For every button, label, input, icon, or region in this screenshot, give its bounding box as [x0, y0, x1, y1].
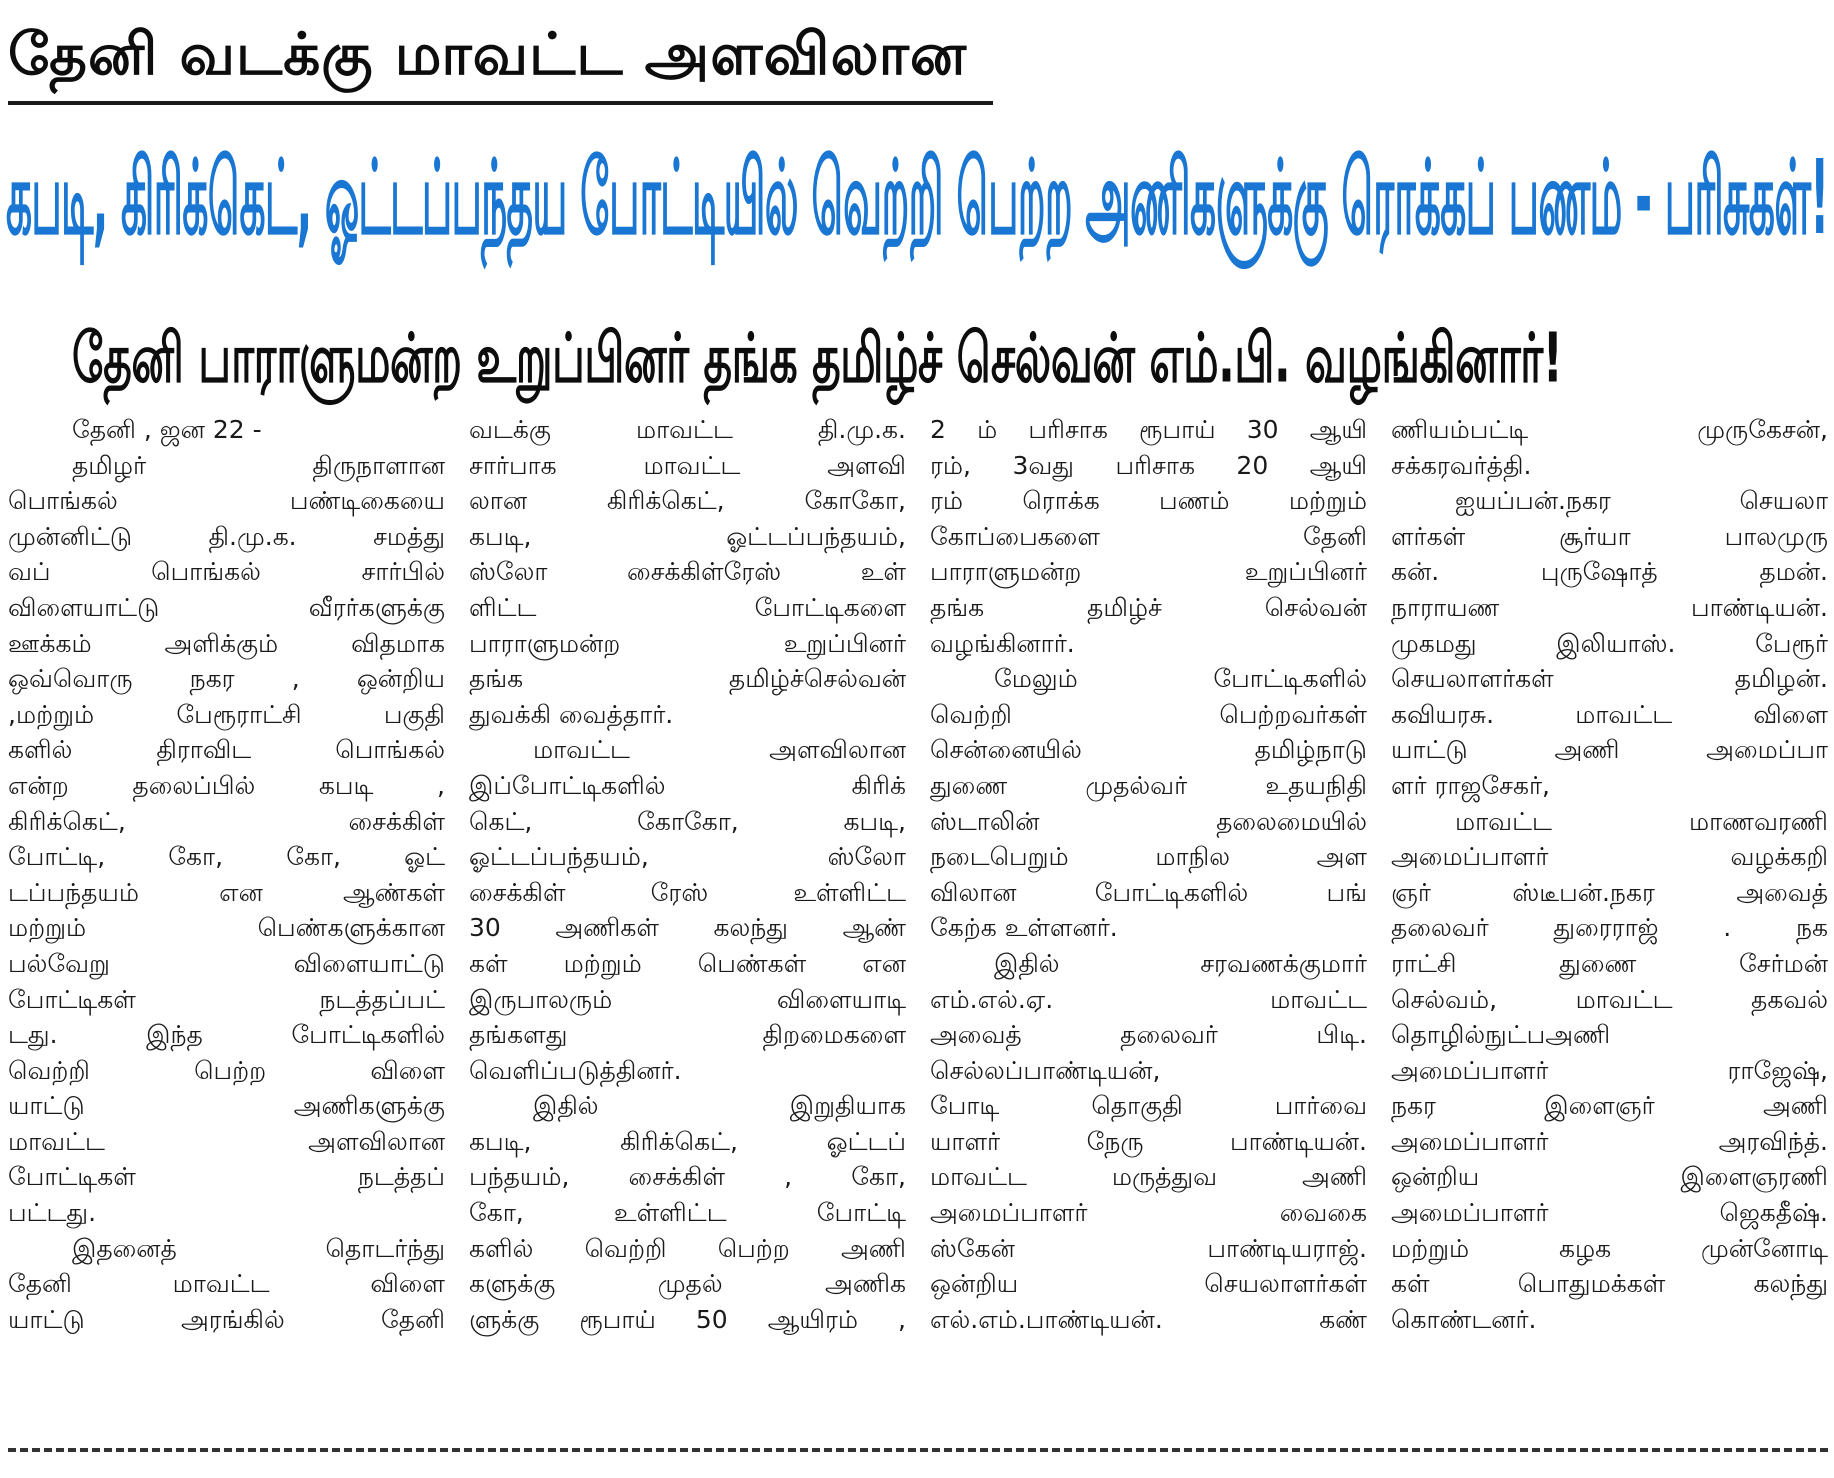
text-line: களில் வெற்றி பெற்ற அணி — [469, 1233, 906, 1263]
text-line: துணை முதல்வர் உதயநிதி — [930, 770, 1367, 800]
text-line: ரம் ரொக்க பணம் மற்றும் — [930, 486, 1367, 516]
text-line: தலைவர் துரைராஜ் . நக — [1391, 913, 1828, 943]
text-line: பாராளுமன்ற உறுப்பினர் — [469, 628, 906, 658]
text-line: நாராயண பாண்டியன். — [1391, 592, 1828, 622]
text-line: வடக்கு மாவட்ட தி.மு.க. — [469, 415, 906, 444]
text-line: செல்லப்பாண்டியன், — [930, 1055, 1161, 1085]
text-line: தங்க தமிழ்ச் செல்வன் — [930, 592, 1367, 622]
text-column-4 — [1391, 412, 1828, 1428]
text-line: எம்.எல்.ஏ. மாவட்ட — [930, 984, 1367, 1014]
text-line: சென்னையில் தமிழ்நாடு — [930, 735, 1367, 765]
text-column-2 — [469, 412, 906, 1428]
text-line: தமிழர் திருநாளான — [72, 450, 445, 480]
text-line: இதில் சரவணக்குமார் — [994, 948, 1367, 978]
text-line: முன்னிட்டு தி.மு.க. சமத்து — [8, 521, 445, 551]
text-line: ணியம்பட்டி முருகேசன், — [1391, 415, 1828, 444]
text-line: பாராளுமன்ற உறுப்பினர் — [930, 557, 1367, 587]
article-headline: கபடி, கிரிக்கெட், ஓட்டப்பந்தய போட்டியில் வெற்றி பெற்ற அணிகளுக்கு ரொக்கப் பணம் - பரிசுகள்! — [6, 138, 1828, 258]
text-line: ளிட்ட போட்டிகளை — [469, 592, 906, 622]
text-line: கபடி, கிரிக்கெட், ஓட்டப் — [469, 1126, 906, 1156]
text-line: ஸ்கேன் பாண்டியராஜ். — [930, 1233, 1367, 1263]
text-line: நடைபெறும் மாநில அள — [930, 842, 1367, 872]
text-line: ளர் ராஜசேகர், — [1391, 770, 1550, 800]
article-kicker: தேனி வடக்கு மாவட்ட அளவிலான — [8, 20, 968, 88]
text-line: மாவட்ட மருத்துவ அணி — [930, 1162, 1367, 1192]
text-line: பந்தயம், சைக்கிள் , கோ, — [469, 1162, 906, 1192]
text-line: நகர இளைஞர் அணி — [1391, 1091, 1828, 1121]
text-line: என்ற தலைப்பில் கபடி , — [8, 770, 445, 800]
text-line: போட்டி, கோ, கோ, ஓட் — [8, 842, 445, 872]
text-line: யாட்டு அணி அமைப்பா — [1391, 735, 1828, 765]
text-line: டது. இந்த போட்டிகளில் — [8, 1020, 445, 1050]
text-line: அவைத் தலைவர் பிடி. — [930, 1020, 1367, 1050]
text-line: போட்டிகள் நடத்தப்பட் — [8, 984, 445, 1014]
text-line: ஐயப்பன்.நகர செயலா — [1455, 486, 1828, 516]
text-line: கோப்பைகளை தேனி — [930, 521, 1367, 551]
text-line: ஓட்டப்பந்தயம், ஸ்லோ — [469, 842, 906, 872]
text-line: கள் மற்றும் பெண்கள் என — [469, 948, 906, 978]
text-line: மற்றும் பெண்களுக்கான — [8, 913, 445, 943]
article-body — [8, 412, 1828, 1428]
text-line: மாவட்ட அளவிலான — [533, 735, 906, 765]
text-line: டப்பந்தயம் என ஆண்கள் — [8, 877, 445, 907]
text-line: பல்வேறு விளையாட்டு — [8, 948, 445, 978]
bottom-dashed-rule — [8, 1448, 1828, 1452]
text-line: முகமது இலியாஸ். பேரூர் — [1391, 628, 1828, 658]
text-line: 30 அணிகள் கலந்து ஆண் — [469, 913, 906, 943]
text-line: அமைப்பாளர் ஜெகதீஷ். — [1391, 1198, 1828, 1228]
text-line: விளையாட்டு வீரர்களுக்கு — [8, 592, 445, 622]
text-line: ஊக்கம் அளிக்கும் விதமாக — [8, 628, 445, 658]
text-line: சக்கரவர்த்தி. — [1391, 450, 1532, 480]
text-line: களில் திராவிட பொங்கல் — [8, 735, 445, 765]
text-line: கிரிக்கெட், சைக்கிள் — [8, 806, 445, 836]
text-line: யாளர் நேரு பாண்டியன். — [930, 1126, 1367, 1156]
text-line: கொண்டனர். — [1391, 1304, 1537, 1334]
text-line: ஸ்லோ சைக்கிள்ரேஸ் உள் — [469, 557, 906, 587]
text-line: கபடி, ஓட்டப்பந்தயம், — [469, 521, 906, 551]
text-line: கோ, உள்ளிட்ட போட்டி — [469, 1198, 906, 1228]
text-line: போட்டிகள் நடத்தப் — [8, 1162, 445, 1192]
text-line: எல்.எம்.பாண்டியன். கண் — [930, 1304, 1367, 1334]
text-line: கன். புருஷோத் தமன். — [1391, 557, 1828, 587]
text-line: வெளிப்படுத்தினர். — [469, 1055, 682, 1085]
text-line: வப் பொங்கல் சார்பில் — [8, 557, 445, 587]
text-line: சைக்கிள் ரேஸ் உள்ளிட்ட — [469, 877, 906, 907]
text-line: 2 ம் பரிசாக ரூபாய் 30 ஆயி — [930, 415, 1367, 444]
text-line: தேனி , ஜன 22 - — [72, 415, 262, 444]
text-line: மாவட்ட அளவிலான — [8, 1126, 445, 1156]
text-line: இதில் இறுதியாக — [533, 1091, 906, 1121]
text-line: கள் பொதுமக்கள் கலந்து — [1391, 1269, 1828, 1299]
text-line: தங்களது திறமைகளை — [469, 1020, 906, 1050]
text-line: யாட்டு அரங்கில் தேனி — [8, 1304, 445, 1334]
text-column-3 — [930, 412, 1367, 1428]
text-column-1 — [8, 412, 445, 1428]
text-line: போடி தொகுதி பார்வை — [930, 1091, 1367, 1121]
text-line: அமைப்பாளர் வழக்கறி — [1391, 842, 1828, 872]
text-line: பொங்கல் பண்டிகையை — [8, 486, 445, 516]
article-subheadline: தேனி பாராளுமன்ற உறுப்பினர் தங்க தமிழ்ச் செல்வன் எம்.பி. வழங்கினார்! — [72, 319, 1563, 399]
text-line: வெற்றி பெற்றவர்கள் — [930, 699, 1367, 729]
text-line: ஒன்றிய செயலாளர்கள் — [930, 1269, 1367, 1299]
text-line: ராட்சி துணை சேர்மன் — [1391, 948, 1828, 978]
text-line: அமைப்பாளர் ராஜேஷ், — [1391, 1055, 1828, 1085]
text-line: விலான போட்டிகளில் பங் — [930, 877, 1367, 907]
text-line: இருபாலரும் விளையாடி — [469, 984, 906, 1014]
text-line: தங்க தமிழ்ச்செல்வன் — [469, 664, 906, 694]
text-line: ளுக்கு ரூபாய் 50 ஆயிரம் , — [469, 1304, 906, 1334]
text-line: ரம், 3வது பரிசாக 20 ஆயி — [930, 450, 1367, 480]
text-line: துவக்கி வைத்தார். — [469, 699, 674, 729]
text-line: கெட், கோகோ, கபடி, — [469, 806, 906, 836]
text-line: அமைப்பாளர் அரவிந்த். — [1391, 1126, 1828, 1156]
text-line: மேலும் போட்டிகளில் — [994, 664, 1367, 694]
text-line: மற்றும் கழக முன்னோடி — [1391, 1233, 1828, 1263]
text-line: தேனி மாவட்ட விளை — [8, 1269, 445, 1299]
text-line: மாவட்ட மாணவரணி — [1455, 806, 1828, 836]
text-line: ஒன்றிய இளைஞரணி — [1391, 1162, 1828, 1192]
text-line: கவியரசு. மாவட்ட விளை — [1391, 699, 1828, 729]
text-line: செயலாளர்கள் தமிழன். — [1391, 664, 1828, 694]
text-line: தொழில்நுட்பஅணி — [1391, 1020, 1611, 1050]
text-line: லான கிரிக்கெட், கோகோ, — [469, 486, 906, 516]
text-line: ளர்கள் சூர்யா பாலமுரு — [1391, 521, 1828, 551]
text-line: ஒவ்வொரு நகர , ஒன்றிய — [8, 664, 445, 694]
text-line: ,மற்றும் பேரூராட்சி பகுதி — [8, 699, 445, 729]
text-line: களுக்கு முதல் அணிக — [469, 1269, 906, 1299]
text-line: ஸ்டாலின் தலைமையில் — [930, 806, 1367, 836]
text-line: பட்டது. — [8, 1198, 97, 1228]
text-line: ஞர் ஸ்டீபன்.நகர அவைத் — [1391, 877, 1828, 907]
text-line: சார்பாக மாவட்ட அளவி — [469, 450, 906, 480]
text-line: கேற்க உள்ளனர். — [930, 913, 1118, 943]
text-line: யாட்டு அணிகளுக்கு — [8, 1091, 445, 1121]
text-line: செல்வம், மாவட்ட தகவல் — [1391, 984, 1828, 1014]
text-line: இப்போட்டிகளில் கிரிக் — [469, 770, 906, 800]
text-line: வெற்றி பெற்ற விளை — [8, 1055, 445, 1085]
text-line: இதனைத் தொடர்ந்து — [72, 1233, 445, 1263]
text-line: வழங்கினார். — [930, 628, 1075, 658]
text-line: அமைப்பாளர் வைகை — [930, 1198, 1367, 1228]
